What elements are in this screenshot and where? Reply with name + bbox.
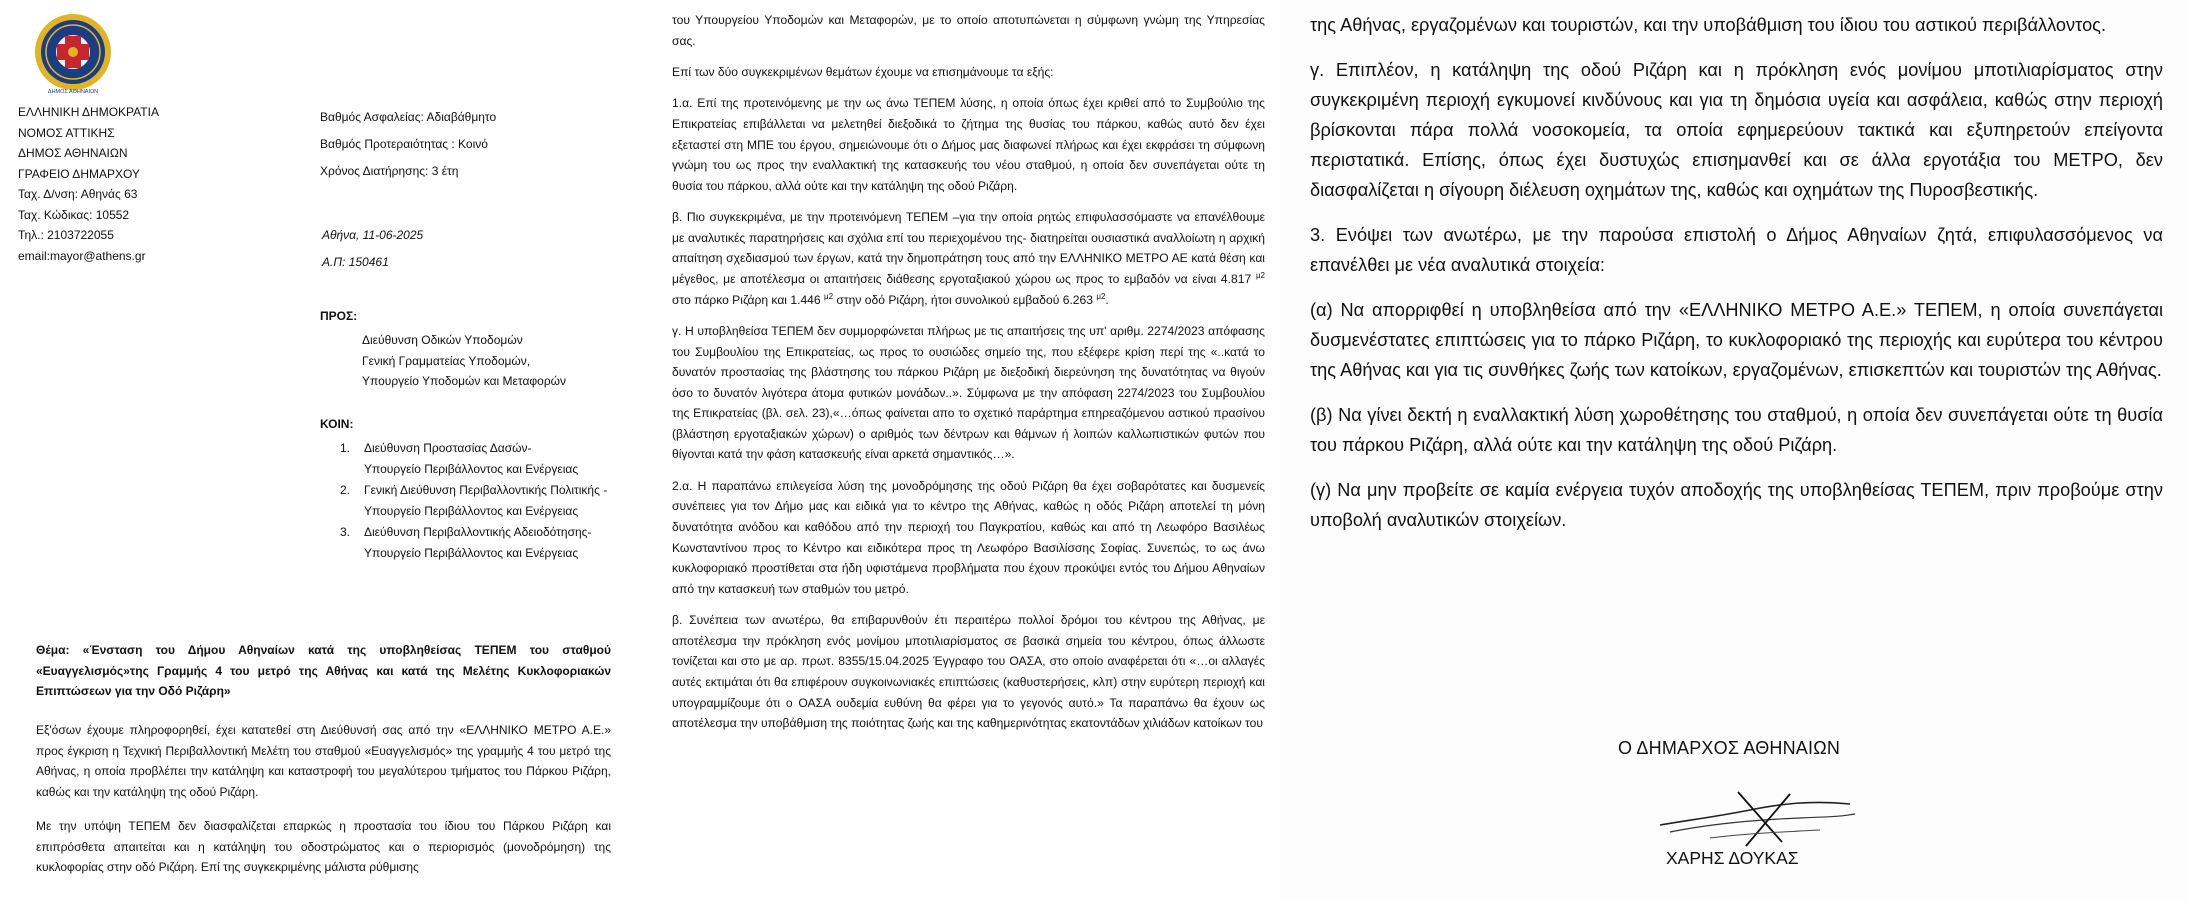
cc-list — [340, 438, 650, 564]
cc-item — [340, 480, 650, 521]
unit-superscript: μ2 — [1096, 291, 1106, 301]
body-paragraph: γ. Η υποβληθείσα ΤΕΠΕΜ δεν συμμορφώνεται πλήρως με τις απαιτήσεις της υπ' αριθμ. 2274/2023 απόφασης του Συμβουλίου της Επικρατείας, ως προς το ουσιώδες σημείο της, που εξέφερε κρίση περί της «..κατά το δυνατόν προστασίας της βλάστησης του πάρκου Ριζάρη με διεξοδική διερεύνηση της δυνατότητας να θιγούν όσο το δυνατόν λιγότερα άτομα φυτικών μονάδων..». Σύμφωνα με την απόφαση 2274/2023 του Συμβουλίου της Επικρατείας (βλ. σελ. 23),«…όπως φαίνεται απο το σχετικό παράρτημα επηρεαζόμενου αστικού πρασίνου (βλάστηση εργοταξιακών χώρων) ο αριθμός των δέντρων και θάμνων ή λοιπών καλλωπιστικών φυτών που θίγονται κατά την φάση κατασκευής είναι αρκετά σημαντικός…». — [672, 323, 1265, 462]
letter-page-3 — [1280, 0, 2187, 902]
sender-municipality: ΔΗΜΟΣ ΑΘΗΝΑΙΩΝ — [18, 146, 128, 160]
document-meta — [320, 107, 620, 188]
security-level: Βαθμός Ασφαλείας: Αδιαβάθμητο — [320, 110, 497, 124]
cc-item — [340, 522, 650, 563]
recipient-line: Διεύθυνση Οδικών Υποδομών — [362, 333, 523, 347]
letter-page-1 — [0, 0, 650, 902]
unit-superscript: μ2 — [1255, 270, 1265, 280]
recipient-block — [362, 330, 642, 392]
sender-email: email:mayor@athens.gr — [18, 248, 146, 263]
body-paragraph — [672, 207, 1265, 310]
letter-subject: Θέμα: «Ένσταση του Δήμου Αθηναίων κατά της υποβληθείσας ΤΕΠΕΜ του σταθμού «Ευαγγελισμός»της Γραμμής 4 του μετρό της Αθήνας και κατά της Μελέτης Κυκλοφοριακών Επιπτώσεων για την Οδό Ριζάρη» — [36, 643, 611, 699]
sender-phone: Τηλ.: 2103722055 — [18, 228, 114, 242]
signatory-name: ΧΑΡΗΣ ΔΟΥΚΑΣ — [1666, 848, 1799, 868]
body-paragraph: 1.α. Επί της προτεινόμενης με την ως άνω ΤΕΠΕΜ λύσης, η οποία όπως έχει κριθεί από το Συμβούλιο της Επικρατείας επιβάλλεται να μελετηθεί διεξοδικά το ζήτημα της θυσίας του πάρκου, καθώς αυτό δεν έχει εξεταστεί στη ΜΠΕ του έργου, σημειώνουμε ότι ο Δήμος μας διαφωνεί πλήρως και έχει εκφράσει τη σύμφωνη γνώμη του ως προς την εναλλακτική της κατασκευής του νέου σταθμού, η οποία δεν συνεπάγεται ούτε τη θυσία του πάρκου, αλλά ούτε και την κατάληψη της οδού Ριζάρη. — [672, 96, 1265, 193]
page-2-text — [672, 10, 1265, 745]
paragraph-segment: β. Πιο συγκεκριμένα, με την προτεινόμενη ΤΕΠΕΜ –για την οποία ρητώς επιφυλασσόμαστε να επανέλθουμε με αναλυτικές παρατηρήσεις και σχόλια επί του περιεχομένου της- διατηρείται ουσιαστικά αναλλοίωτη η αρχική απαίτηση σχεδιασμού των έργων, κατά την δημοπράτηση τους από την ΕΛΛΗΝΙΚΟ ΜΕΤΡΟ ΑΕ κατά θέση και μέγεθος, με αποτέλεσμα οι απαιτήσεις διάθεσης εργοταξιακού χώρου ως προς το εμβαδόν να είναι 4.817 — [672, 210, 1265, 286]
cc-item-line: Διεύθυνση Περιβαλλοντικής Αδειοδότησης- — [364, 525, 592, 539]
body-paragraph: (α) Να απορριφθεί η υποβληθείσα από την «ΕΛΛΗΝΙΚΟ ΜΕΤΡΟ Α.Ε.» ΤΕΠΕΜ, η οποία συνεπάγεται δυσμενέστατες επιπτώσεις για το πάρκο Ριζάρη, το κυκλοφοριακό της περιοχής και ευρύτερα του κέντρου της Αθήνας και για τις συνθήκες ζωής των κατοίκων, εργαζομένων, επισκεπτών και τουριστών της Αθήνας. — [1310, 300, 2163, 380]
paragraph-segment: . — [1105, 292, 1109, 307]
sender-address: Ταχ. Δ/νση: Αθηνάς 63 — [18, 187, 138, 201]
cc-item-line: Γενική Διεύθυνση Περιβαλλοντικής Πολιτικής - — [364, 483, 608, 497]
unit-superscript: μ2 — [823, 291, 834, 301]
recipient-line: Γενική Γραμματείας Υποδομών, — [362, 353, 531, 368]
signatory-title: Ο ΔΗΜΑΡΧΟΣ ΑΘΗΝΑΙΩΝ — [1618, 738, 1841, 758]
body-paragraph: (γ) Να μην προβείτε σε καμία ενέργεια τυχόν αποδοχής της υποβληθείσας ΤΕΠΕΜ, πριν προβούμε στην υποβολή αναλυτικών στοιχείων. — [1310, 480, 2163, 530]
cc-item-line: Διεύθυνση Προστασίας Δασών- — [364, 441, 532, 455]
recipient-label: ΠΡΟΣ: — [320, 309, 358, 323]
logo-caption: ΔΗΜΟΣ ΑΘΗΝΑΙΩΝ — [47, 89, 99, 95]
cc-label: ΚΟΙΝ: — [320, 417, 354, 431]
body-paragraph: (β) Να γίνει δεκτή η εναλλακτική λύση χωροθέτησης του σταθμού, η οποία δεν συνεπάγεται ούτε τη θυσία του πάρκου Ριζάρη, αλλά ούτε και την κατάληψη της οδού Ριζάρη. — [1310, 405, 2163, 455]
retention-period: Χρόνος Διατήρησης: 3 έτη — [320, 163, 459, 178]
protocol-number: Α.Π: 150461 — [322, 255, 389, 269]
sender-block — [18, 102, 218, 266]
page-3-text — [1310, 10, 2163, 550]
cc-item-number: 2. — [340, 483, 351, 497]
body-paragraph: 3. Ενόψει των ανωτέρω, με την παρούσα επιστολή ο Δήμος Αθηναίων ζητά, επιφυλασσόμενος να επανέλθει με νέα αναλυτικά στοιχεία: — [1310, 225, 2163, 275]
cc-item-line: Υπουργείο Περιβάλλοντος και Ενέργειας — [364, 503, 579, 518]
cc-item-line: Υπουργείο Περιβάλλοντος και Ενέργειας — [364, 461, 579, 476]
body-paragraph: 2.α. Η παραπάνω επιλεγείσα λύση της μονοδρόμησης της οδού Ριζάρη θα έχει σοβαρότατες και δυσμενείς συνέπειες για τον Δήμο μας και ειδικά για το κέντρο της Αθήνας, καθώς η οδός Ριζάρη αποτελεί τη μόνη δυνατότητα ανόδου και καθόδου από την περιοχή του Παγκρατίου, καθώς και από τη Λεωφόρο Βασιλέως Κωνσταντίνου προς το Κέντρο και ειδικότερα προς τη Λεωφόρο Βασιλίσσης Σοφίας. Συνεπώς, το ως άνω κυκλοφοριακό προστίθεται στα ήδη υφιστάμενα προβλήματα που έχουν προκύψει εντός του Δήμου Αθηναίων από την κατασκευή των σταθμών του μετρό. — [672, 478, 1265, 596]
sender-postcode: Ταχ. Κώδικας: 10552 — [18, 207, 130, 222]
sender-prefecture: ΝΟΜΟΣ ΑΤΤΙΚΗΣ — [18, 125, 115, 140]
sender-country: ΕΛΛΗΝΙΚΗ ΔΗΜΟΚΡΑΤΙΑ — [18, 105, 159, 119]
body-paragraph: του Υπουργείου Υποδομών και Μεταφορών, με το οποίο αποτυπώνεται η σύμφωνη γνώμη της Υπηρεσίας σας. — [672, 13, 1265, 48]
cc-item-number: 3. — [340, 525, 351, 539]
municipality-seal-logo — [31, 12, 115, 96]
priority-level: Βαθμός Προτεραιότητας : Κοινό — [320, 136, 488, 151]
body-paragraph: Επί των δύο συγκεκριμένων θεμάτων έχουμε να επισημάνουμε τα εξής: — [672, 64, 1054, 79]
paragraph-segment: στο πάρκο Ριζάρη και 1.446 — [672, 292, 824, 307]
document-date: Αθήνα, 11-06-2025 — [322, 228, 424, 242]
body-paragraph: γ. Επιπλέον, η κατάληψη της οδού Ριζάρη και η πρόκληση ενός μονίμου μποτιλιαρίσματος στην συγκεκριμένη περιοχή εγκυμονεί κινδύνους και για τη δημόσια υγεία και ασφάλεια, καθώς στην περιοχή βρίσκονται πάρα πολλά νοσοκομεία, τα οποία εφημερεύουν τακτικά και εξυπηρετούν επείγοντα περιστατικά. Επίσης, όπως έχει δυστυχώς επισημανθεί και σε άλλα εργοτάξια του ΜΕΤΡΟ, δεν διασφαλίζεται η σίγουρη διέλευση οχημάτων της, καθώς και οχημάτων της Πυροσβεστικής. — [1310, 60, 2163, 200]
cc-item — [340, 438, 650, 479]
body-paragraph: Εξ'όσων έχουμε πληροφορηθεί, έχει κατατεθεί στη Διεύθυνσή σας από την «ΕΛΛΗΝΙΚΟ ΜΕΤΡΟ Α.Ε.» προς έγκριση η Τεχνική Περιβαλλοντική Μελέτη του σταθμού «Ευαγγελισμός» της γραμμής 4 του μετρό της Αθήνας, η οποία προβλέπει την κατάληψη και καταστροφή του μεγαλύτερου τμήματος του Πάρκου Ριζάρη, καθώς και την κατάληψη της οδού Ριζάρη. — [36, 723, 611, 799]
letter-page-2 — [650, 0, 1280, 902]
sender-office: ΓΡΑΦΕΙΟ ΔΗΜΑΡΧΟΥ — [18, 166, 140, 181]
cc-item-number: 1. — [340, 441, 351, 455]
cc-item-line: Υπουργείο Περιβάλλοντος και Ενέργειας — [364, 545, 579, 560]
recipient-line: Υπουργείο Υποδομών και Μεταφορών — [362, 374, 567, 388]
body-paragraph: β. Συνέπεια των ανωτέρω, θα επιβαρυνθούν έτι περαιτέρω πολλοί δρόμοι του κέντρου της Αθήνας, με αποτέλεσμα την πρόκληση ενός μονίμου μποτιλιαρίσματος σε βασικά σημεία του κέντρου, όπως άλλωστε τονίζεται και στο με αρ. πρωτ. 8355/15.04.2025 Έγγραφο του ΟΑΣΑ, στο οποίο αναφέρεται ότι «…οι αλλαγές αυτές εκτιμάται ότι θα επιφέρουν συγκοινωνιακές επιπτώσεις (καθυστερήσεις, κλπ) στην ευρύτερη περιοχή και υπογραμμίζουμε ότι ο ΟΑΣΑ ουδεμία ευθύνη θα φέρει για το γεγονός αυτό.» Τα παραπάνω θα έχουν ως αποτέλεσμα την υποβάθμιση της ποιότητας ζωής και της καθημερινότητας εκατοντάδων χιλιάδων κατοίκων του — [672, 613, 1265, 731]
paragraph-segment: στην οδό Ριζάρη, ήτοι συνολικού εμβαδού 6.263 — [833, 292, 1097, 307]
body-paragraph: της Αθήνας, εργαζομένων και τουριστών, και την υποβάθμιση του ίδιου του αστικού περιβάλλοντος. — [1310, 15, 2107, 35]
body-paragraph: Με την υπόψη ΤΕΠΕΜ δεν διασφαλίζεται επαρκώς η προστασία του ίδιου του Πάρκου Ριζάρη και επιπρόσθετα απαιτείται και η κατάληψη του οδοστρώματος και ο περιορισμός (μονοδρόμηση) της κυκλοφορίας στην οδό Ριζάρη. Επί της συγκεκριμένης μάλιστα ρύθμισης — [36, 819, 611, 875]
